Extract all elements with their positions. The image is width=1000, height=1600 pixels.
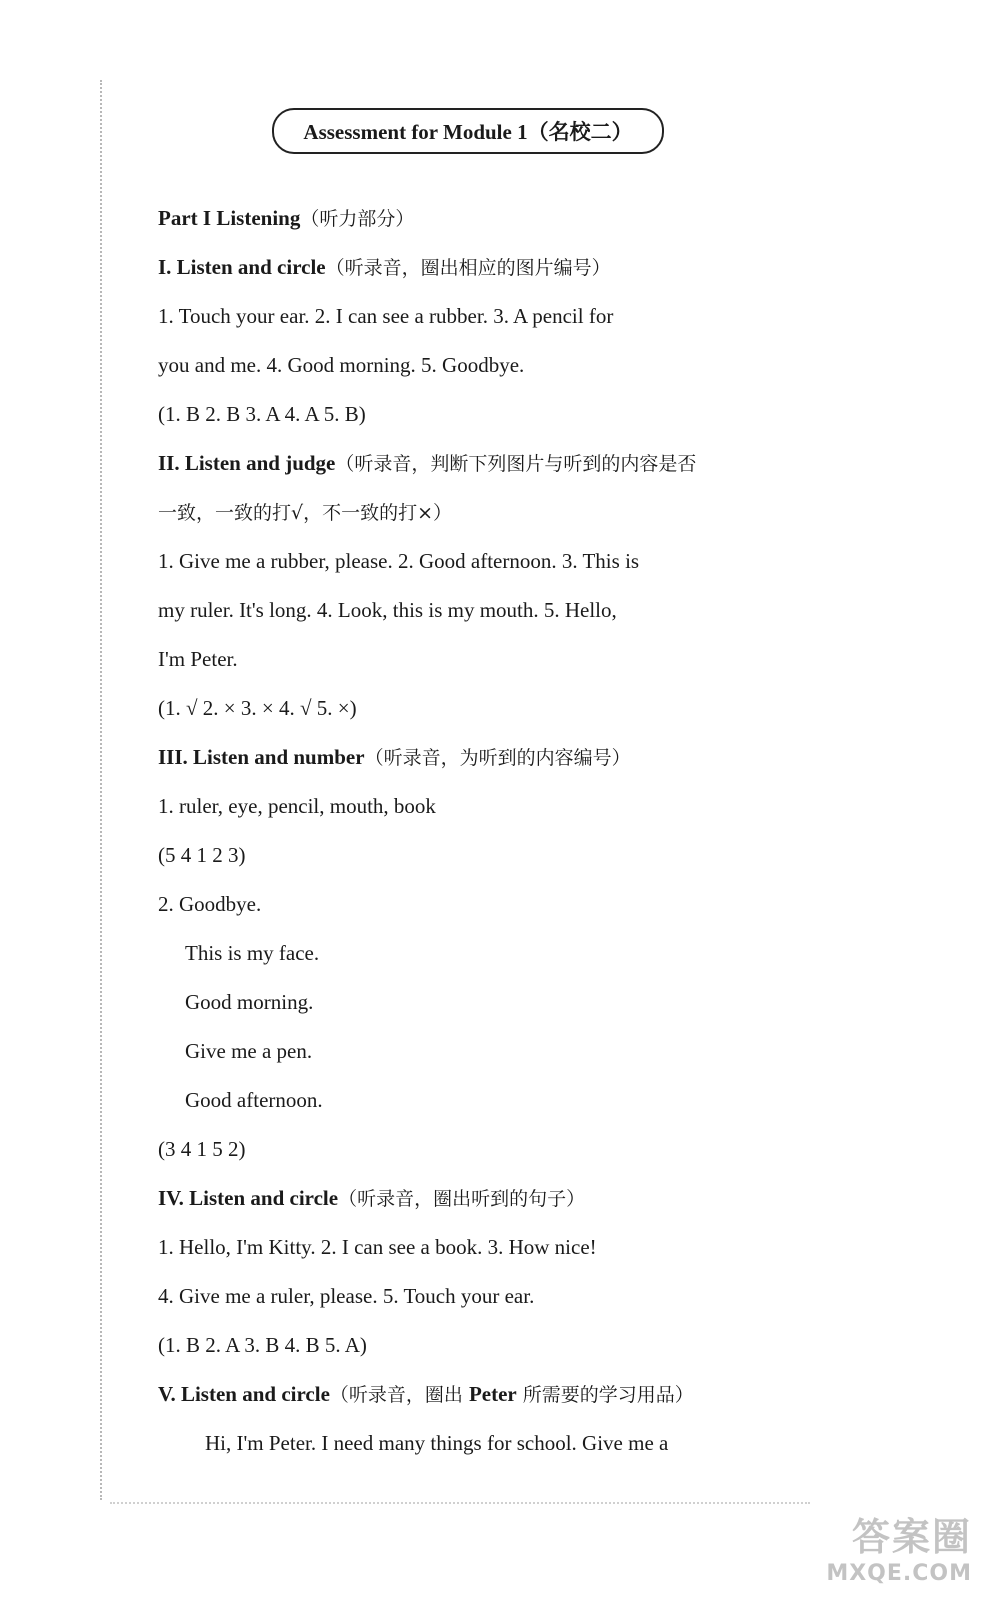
binding-margin-line bbox=[100, 80, 102, 1500]
section-2-line-1: 1. Give me a rubber, please. 2. Good afternoon. 3. This is bbox=[158, 549, 640, 573]
section-2-heading bbox=[158, 448, 696, 479]
section-3-heading-cn: （听录音，为听到的内容编号） bbox=[364, 747, 631, 769]
section-5-heading-text: V. Listen and circle bbox=[158, 1382, 330, 1406]
section-3-heading bbox=[158, 742, 631, 773]
section-1-line-2: you and me. 4. Good morning. 5. Goodbye. bbox=[158, 353, 525, 377]
section-2-line-3: I'm Peter. bbox=[158, 647, 238, 671]
section-3-answer-1: (5 4 1 2 3) bbox=[158, 843, 246, 867]
watermark-logo bbox=[802, 1506, 972, 1586]
section-3-line-1: 1. ruler, eye, pencil, mouth, book bbox=[158, 794, 436, 818]
section-3-item: Good morning. bbox=[185, 990, 314, 1014]
section-4-line-2: 4. Give me a ruler, please. 5. Touch your ear. bbox=[158, 1284, 535, 1308]
section-2-answer: (1. √ 2. × 3. × 4. √ 5. ×) bbox=[158, 696, 357, 720]
bottom-dotted-rule bbox=[110, 1502, 810, 1504]
watermark-top: 答案圈 bbox=[851, 1515, 972, 1559]
section-1-answer: (1. B 2. B 3. A 4. A 5. B) bbox=[158, 402, 366, 426]
part-heading-cn: （听力部分） bbox=[300, 208, 415, 230]
section-5-heading-cn-a: （听录音，圈出 bbox=[329, 1384, 469, 1406]
section-1-line-1: 1. Touch your ear. 2. I can see a rubber. 3. A pencil for bbox=[158, 304, 614, 328]
section-4-answer: (1. B 2. A 3. B 4. B 5. A) bbox=[158, 1333, 367, 1357]
section-3-line-2: 2. Goodbye. bbox=[158, 892, 262, 916]
page-title: Assessment for Module 1（名校二） bbox=[272, 108, 664, 154]
section-3-item: This is my face. bbox=[185, 941, 320, 965]
watermark-bottom: MXQE.COM bbox=[826, 1561, 972, 1586]
section-3-item: Give me a pen. bbox=[185, 1039, 313, 1063]
section-2-heading-cn-2: 一致，一致的打√，不一致的打×） bbox=[158, 502, 453, 524]
section-1-heading-cn: （听录音，圈出相应的图片编号） bbox=[325, 257, 611, 279]
section-4-heading-cn: （听录音，圈出听到的句子） bbox=[338, 1188, 586, 1210]
section-5-heading-bold: Peter bbox=[468, 1382, 517, 1406]
section-4-heading-text: IV. Listen and circle bbox=[158, 1186, 339, 1210]
section-4-heading bbox=[158, 1183, 585, 1214]
section-1-heading bbox=[158, 252, 611, 283]
section-5-line-1: Hi, I'm Peter. I need many things for school. Give me a bbox=[205, 1431, 669, 1455]
part-heading bbox=[158, 203, 414, 234]
section-2-line-2: my ruler. It's long. 4. Look, this is my mouth. 5. Hello, bbox=[158, 598, 617, 622]
section-2-heading-text: II. Listen and judge bbox=[158, 451, 336, 475]
section-5-heading bbox=[158, 1379, 694, 1410]
section-3-heading-text: III. Listen and number bbox=[158, 745, 365, 769]
section-1-heading-text: I. Listen and circle bbox=[158, 255, 326, 279]
section-4-line-1: 1. Hello, I'm Kitty. 2. I can see a book. 3. How nice! bbox=[158, 1235, 597, 1259]
section-5-heading-cn-b: 所需要的学习用品） bbox=[516, 1384, 694, 1406]
part-heading-text: Part I Listening bbox=[158, 206, 301, 230]
section-3-answer-2: (3 4 1 5 2) bbox=[158, 1137, 246, 1161]
section-2-heading-cn-cont bbox=[158, 497, 452, 528]
section-2-heading-cn: （听录音，判断下列图片与听到的内容是否 bbox=[335, 453, 697, 475]
section-3-item: Good afternoon. bbox=[185, 1088, 323, 1112]
